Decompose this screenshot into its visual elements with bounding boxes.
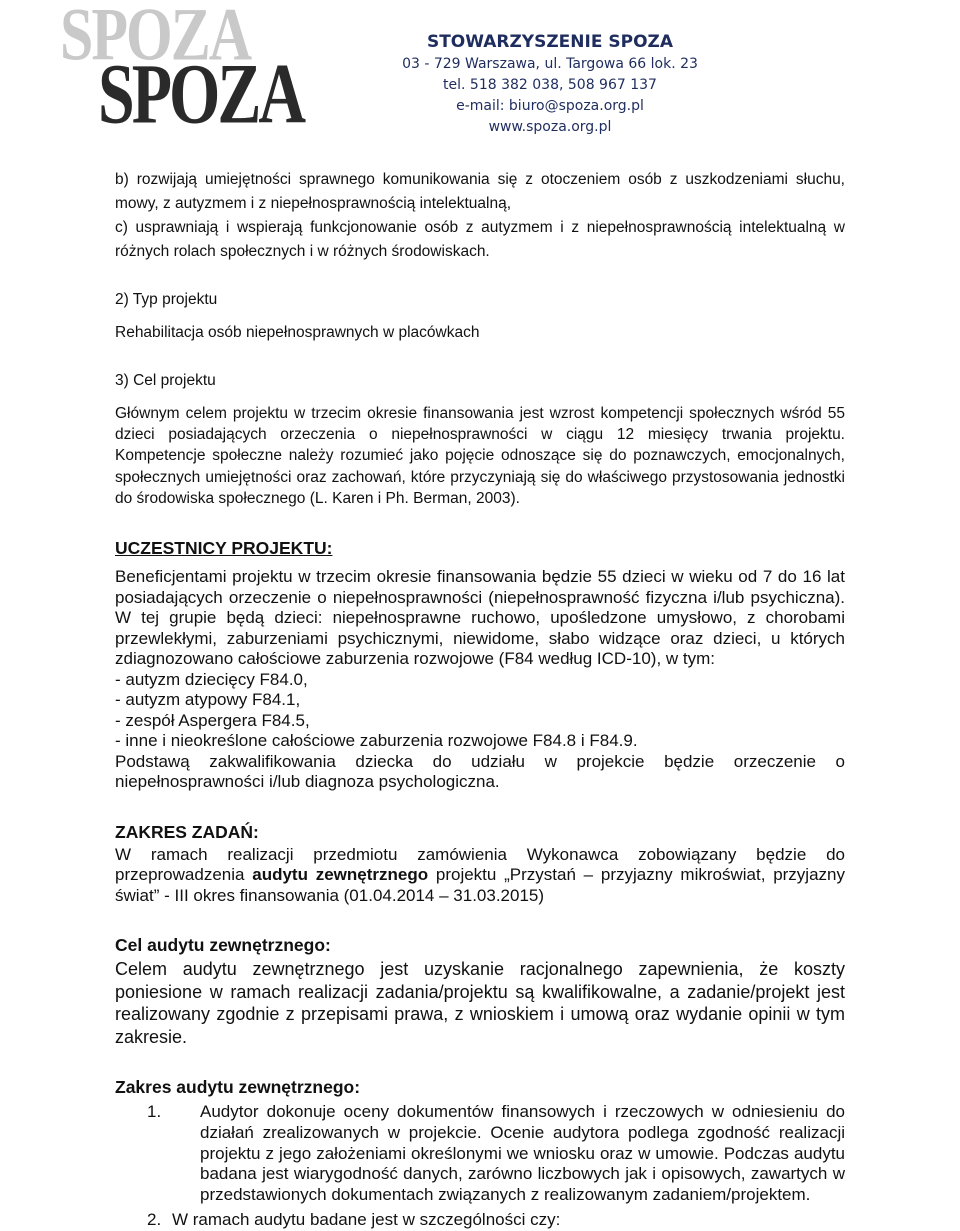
intro-point-b: b) rozwijają umiejętności sprawnego komunikowania się z otoczeniem osób z uszkodzeniami słuchu, mowy, z autyzmem i z niepełnosprawnością intelektualną, [115, 171, 845, 212]
list-item-number: 2. [147, 1210, 162, 1229]
org-website: www.spoza.org.pl [488, 119, 612, 135]
uczestnicy-heading: UCZESTNICY PROJEKTU: [115, 538, 333, 559]
list-item-number: 1. [147, 1102, 162, 1122]
uczestnicy-item-4: - inne i nieokreślone całościowe zaburzenia rozwojowe F84.8 i F84.9. [115, 731, 638, 751]
list-item [115, 1102, 845, 1206]
logo-ghost-text: SPOZA [60, 0, 251, 76]
list-item-text: Audytor dokonuje oceny dokumentów finansowych i rzeczowych w odniesieniu do działań zrealizowanych w projekcie. Ocenie audytora podlega zgodność realizacji projektu z jego założeniami określonymi we wniosku oraz w umowie. Podczas audytu badana jest wiarygodność danych, zarówno liczbowych jak i opisowych, zawartych w przedstawionych dokumentach związanych z realizowanym zadaniem/projektem. [200, 1102, 845, 1205]
org-phone: tel. 518 382 038, 508 967 137 [443, 77, 657, 93]
typ-heading: 2) Typ projektu [115, 291, 218, 308]
typ-text: Rehabilitacja osób niepełnosprawnych w placówkach [115, 324, 480, 341]
zakres-zadan-text-before: W ramach realizacji przedmiotu zamówienia Wykonawca zobowiązany będzie do przeprowadzenia [115, 844, 845, 885]
uczestnicy-item-3: - zespół Aspergera F84.5, [115, 710, 310, 730]
letterhead [400, 30, 700, 138]
intro-point-c: c) usprawniają i wspierają funkcjonowanie osób z autyzmem i z niepełnosprawnością intelektualną w różnych rolach społecznych i w różnych środowiskach. [115, 219, 845, 260]
cel-heading: 3) Cel projektu [115, 372, 216, 389]
cel-audytu-text: Celem audytu zewnętrznego jest uzyskanie racjonalnego zapewnienia, że koszty poniesione w ramach realizacji zadania/projektu są kwalifikowalne, a zadanie/projekt jest realizowany zgodnie z przepisami prawa, z wnioskiem i umową oraz wydanie opinii w tym zakresie. [115, 959, 845, 1047]
list-item [115, 1210, 845, 1231]
list-item-text: W ramach audytu badane jest w szczególności czy: [172, 1210, 561, 1229]
uczestnicy-item-1: - autyzm dziecięcy F84.0, [115, 669, 308, 689]
uczestnicy-para1: Beneficjentami projektu w trzecim okresie finansowania będzie 55 dzieci w wieku od 7 do 16 lat posiadających orzeczenie o niepełnosprawności (niepełnosprawność fizyczna i/lub psychiczna). W tej grupie będą dzieci: niepełnosprawne ruchowo, upośledzone umysłowo, z chorobami przewlekłymi, zaburzeniami psychicznymi, niewidome, słabo widzące oraz dzieci, u których zdiagnozowano całościowe zaburzenia rozwojowe (F84 według ICD-10), w tym: [115, 567, 845, 669]
zakres-zadan-text [115, 845, 845, 907]
zakres-zadan-text-after: projektu „Przystań – przyjazny mikroświat, przyjazny świat” - III okres finansowania (01.04.2014 – 31.03.2015) [115, 865, 845, 905]
zakres-audytu-heading: Zakres audytu zewnętrznego: [115, 1077, 361, 1098]
org-address: 03 - 729 Warszawa, ul. Targowa 66 lok. 23 [402, 56, 698, 72]
zakres-zadan-bold: audytu zewnętrznego [252, 865, 429, 885]
uczestnicy-item-2: - autyzm atypowy F84.1, [115, 690, 301, 710]
cel-audytu-heading: Cel audytu zewnętrznego: [115, 935, 331, 956]
uczestnicy-para2: Podstawą zakwalifikowania dziecka do udziału w projekcie będzie orzeczenie o niepełnosprawności i/lub diagnoza psychologiczna. [115, 751, 845, 792]
zakres-zadan-heading: ZAKRES ZADAŃ: [115, 821, 259, 842]
org-name: STOWARZYSZENIE SPOZA [426, 32, 674, 52]
document-body [115, 168, 845, 1231]
spoza-logo [58, 0, 304, 143]
logo-main-text: SPOZA [98, 47, 304, 143]
cel-text: Głównym celem projektu w trzecim okresie finansowania jest wzrost kompetencji społecznych wśród 55 dzieci posiadających orzeczenia o niepełnosprawności w ciągu 12 miesięcy trwania projektu. Kompetencje społeczne należy rozumieć jako pojęcie odnoszące się do poznawczych, emocjonalnych, społecznych umiejętności oraz zachowań, które przyczyniają się do właściwego przystosowania jednostki do środowiska społecznego (L. Karen i Ph. Berman, 2003). [115, 405, 845, 507]
org-email: e-mail: biuro@spoza.org.pl [456, 98, 644, 114]
zakres-audytu-list [115, 1102, 845, 1231]
